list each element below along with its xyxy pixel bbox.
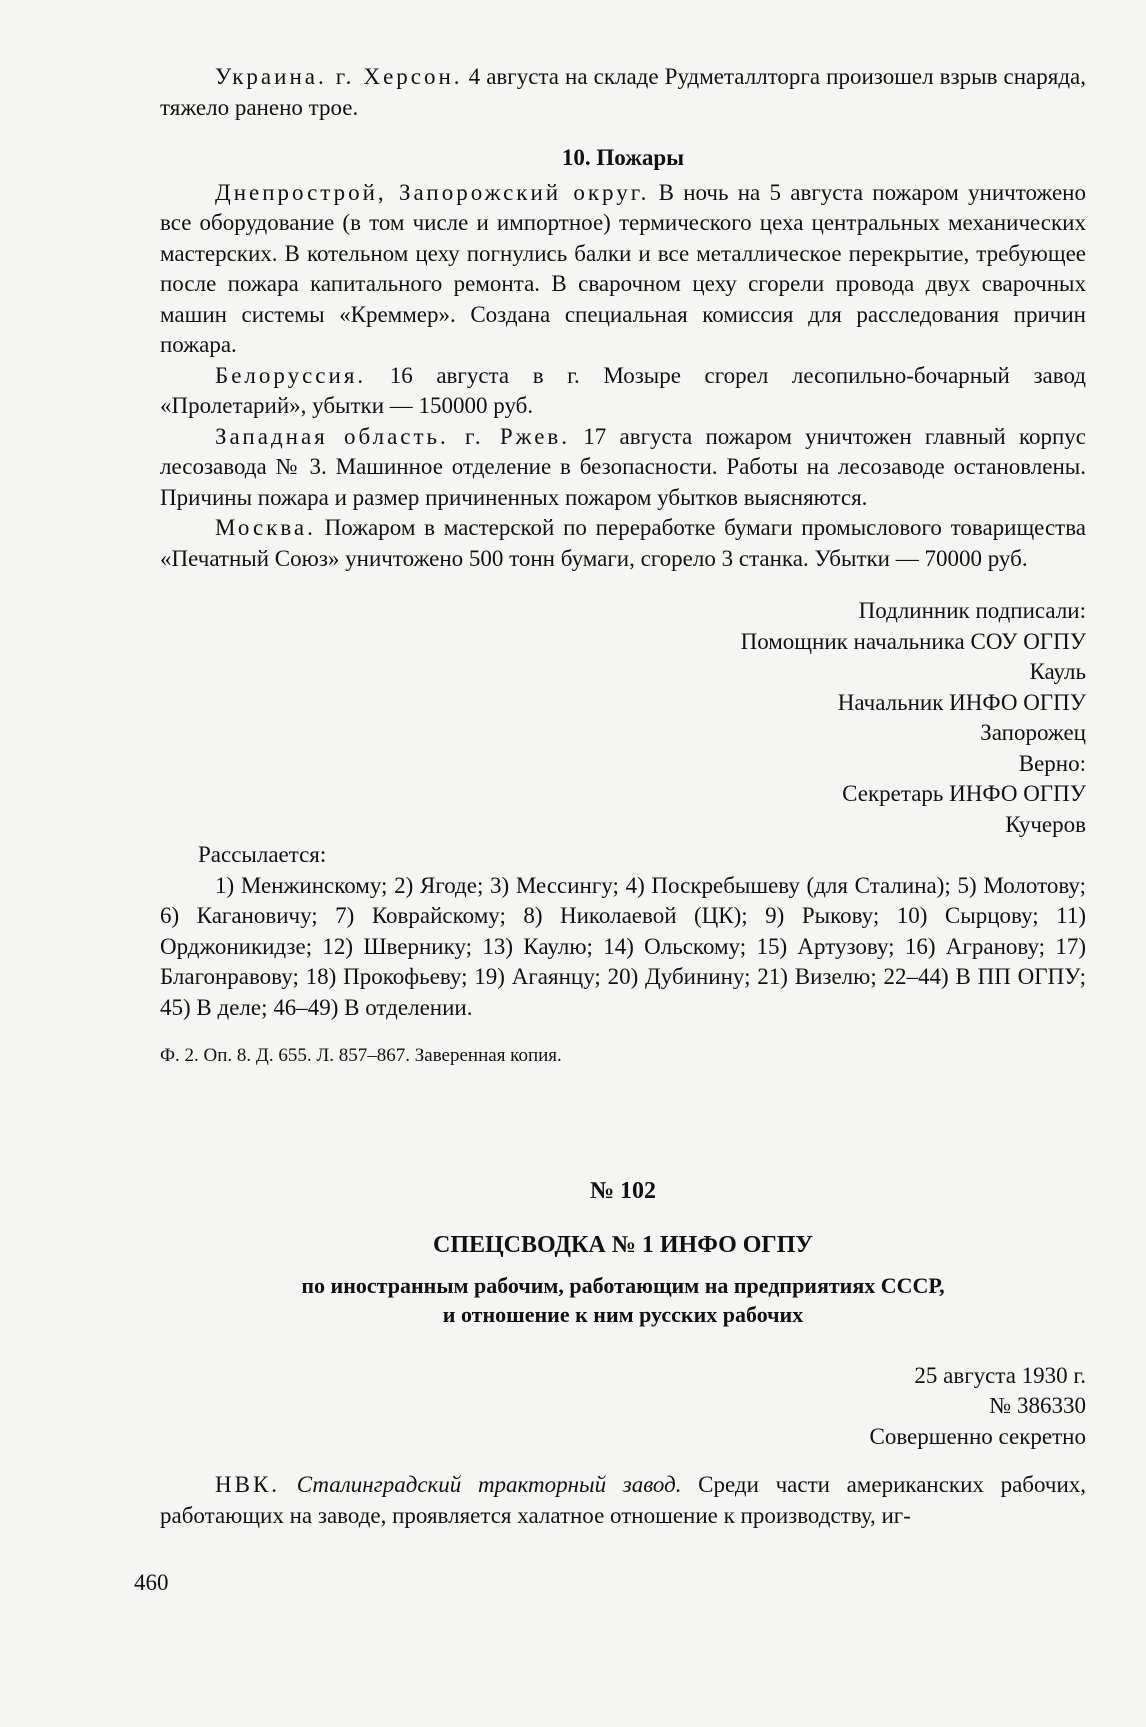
document-number: № 102 (589, 1177, 657, 1204)
section-title-fires: 10. Пожары (561, 145, 685, 170)
region-lead: НВК. (215, 1472, 281, 1497)
paragraph-text: 16 августа в г. Мозыре сгорел лесопильно-бочарный завод «Пролетарий», убытки — 150000 руб. (160, 362, 1086, 418)
paragraph-text: 17 августа пожаром уничтожен главный корпус лесозавода № 3. Машинное отделение в безопасности. Работы на лесозаводе остановлены. Причины пожара и размер причиненных пожаром убытков выясняются. (160, 423, 1086, 510)
region-lead: Белоруссия. (215, 362, 367, 388)
paragraph-zapadnaya (160, 422, 1086, 514)
paragraph-kherson (160, 62, 1086, 123)
paragraph-belorussia (160, 361, 1086, 422)
signer-position-3: Секретарь ИНФО ОГПУ (842, 781, 1086, 806)
signature-block (160, 596, 1086, 840)
signer-position-1: Помощник начальника СОУ ОГПУ (740, 628, 1086, 654)
paragraph-dneprostroi (160, 178, 1086, 361)
document-title: СПЕЦСВОДКА № 1 ИНФО ОГПУ (433, 1232, 813, 1258)
archive-reference: Ф. 2. Оп. 8. Д. 655. Л. 857–867. Заверенная копия. (160, 1045, 562, 1066)
signer-name-1: Кауль (1029, 659, 1086, 684)
original-signed-label: Подлинник подписали: (858, 598, 1086, 623)
paragraph-text: Среди части американских рабочих, работающих на заводе, проявляется халатное отношение к производству, иг- (160, 1472, 1087, 1528)
signer-position-2: Начальник ИНФО ОГПУ (837, 689, 1086, 715)
factory-name: Сталинградский тракторный завод. (296, 1472, 682, 1497)
document-classification: Совершенно секретно (869, 1423, 1086, 1449)
document-meta (160, 1361, 1086, 1453)
paragraph-text: 4 августа на складе Рудметаллторга произошел взрыв снаряда, тяжело ранено трое. (160, 64, 1086, 120)
document-date: 25 августа 1930 г. (914, 1362, 1086, 1388)
mailing-list (160, 840, 1086, 1023)
region-lead: Днепрострой, Запорожский округ. (215, 179, 650, 205)
region-lead: Украина. г. Херсон. (215, 64, 463, 89)
signer-name-3: Кучеров (1005, 811, 1086, 837)
document-subtitle-line-2: и отношение к ним русских рабочих (442, 1301, 804, 1327)
verified-label: Верно: (1018, 750, 1086, 776)
mailing-recipients: 1) Менжинскому; 2) Ягоде; 3) Мессингу; 4) Поскребышеву (для Сталина); 5) Молотову; 6) Кагановичу; 7) Коврайскому; 8) Николаевой (ЦК); 9) Рыкову; 10) Сырцову; 11) Орджоникидзе; 12) Швернику; 13) Каулю; 14) Ольскому; 15) Артузову; 16) Агранову; 17) Благонравову; 18) Прокофьеву; 19) Агаянцу; 20) Дубинину; 21) Визелю; 22–44) В ПП ОГПУ; 45) В деле; 46–49) В отделении. (160, 872, 1086, 1020)
region-lead: Москва. (215, 515, 316, 540)
paragraph-moskva (160, 513, 1086, 574)
paragraph-nvk (160, 1470, 1086, 1531)
page-number: 460 (134, 1570, 169, 1595)
paragraph-text: Пожаром в мастерской по переработке бумаги промыслового товарищества «Печатный Союз» уничтожено 500 тонн бумаги, сгорело 3 станка. Убытки — 70000 руб. (160, 515, 1086, 571)
paragraph-text: В ночь на 5 августа пожаром уничтожено все оборудование (в том числе и импортное) термического цеха центральных механических мастерских. В котельном цеху погнулись балки и все металлическое перекрытие, требующее после пожара капитального ремонта. В сварочном цеху сгорели провода двух сварочных машин системы «Креммер». Создана специальная комиссия для расследования причин пожара. (160, 179, 1086, 357)
region-lead: Западная область. г. Ржев. (215, 423, 571, 449)
document-reg-number: № 386330 (989, 1393, 1086, 1418)
mailing-heading: Рассылается: (198, 842, 327, 867)
signer-name-2: Запорожец (980, 720, 1086, 745)
document-subtitle-line-1: по иностранным рабочим, работающим на предприятиях СССР, (301, 1272, 945, 1298)
